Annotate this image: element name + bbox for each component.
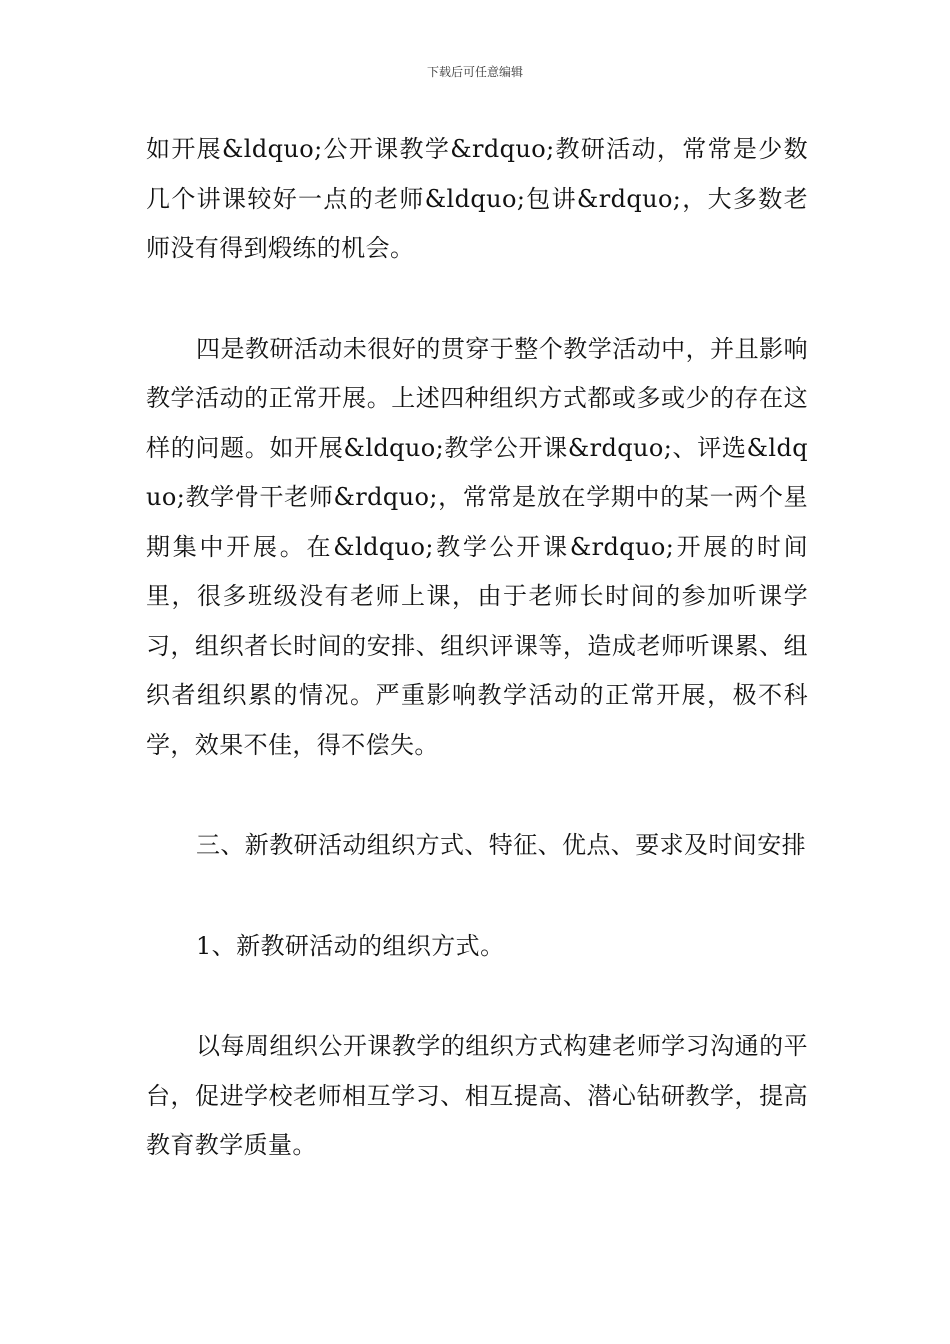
page-header: 下载后可任意编辑	[426, 65, 523, 79]
paragraph-point-four: 四是教研活动未很好的贯穿于整个教学活动中，并且影响教学活动的正常开展。上述四种组织方式都或多或少的存在这样的问题。如开展&ldquo;教学公开课&rdquo;、评选&ldquo;教学骨干老师&rdquo;，常常是放在学期中的某一两个星期集中开展。在&ldquo;教学公开课&rdquo;开展的时间里，很多班级没有老师上课，由于老师长时间的参加听课学习，组织者长时间的安排、组织评课等，造成老师听课累、组织者组织累的情况。严重影响教学活动的正常开展，极不科学，效果不佳，得不偿失。	[146, 334, 808, 759]
paragraph-continuation: 如开展&ldquo;公开课教学&rdquo;教研活动，常常是少数几个讲课较好一点的老师&ldquo;包讲&rdquo;，大多数老师没有得到煅练的机会。	[146, 135, 808, 262]
paragraph-gap	[146, 274, 808, 325]
section-heading-three: 三、新教研活动组织方式、特征、优点、要求及时间安排	[196, 831, 806, 859]
paragraph-gap	[146, 871, 808, 922]
paragraph-weekly-lessons: 以每周组织公开课教学的组织方式构建老师学习沟通的平台，促进学校老师相互学习、相互提高、潜心钻研教学，提高教育教学质量。	[146, 1032, 808, 1159]
paragraph-gap	[146, 770, 808, 821]
document-body	[146, 125, 808, 1171]
subsection-heading-one: 1、新教研活动的组织方式。	[196, 931, 505, 960]
paragraph-gap	[146, 971, 808, 1022]
